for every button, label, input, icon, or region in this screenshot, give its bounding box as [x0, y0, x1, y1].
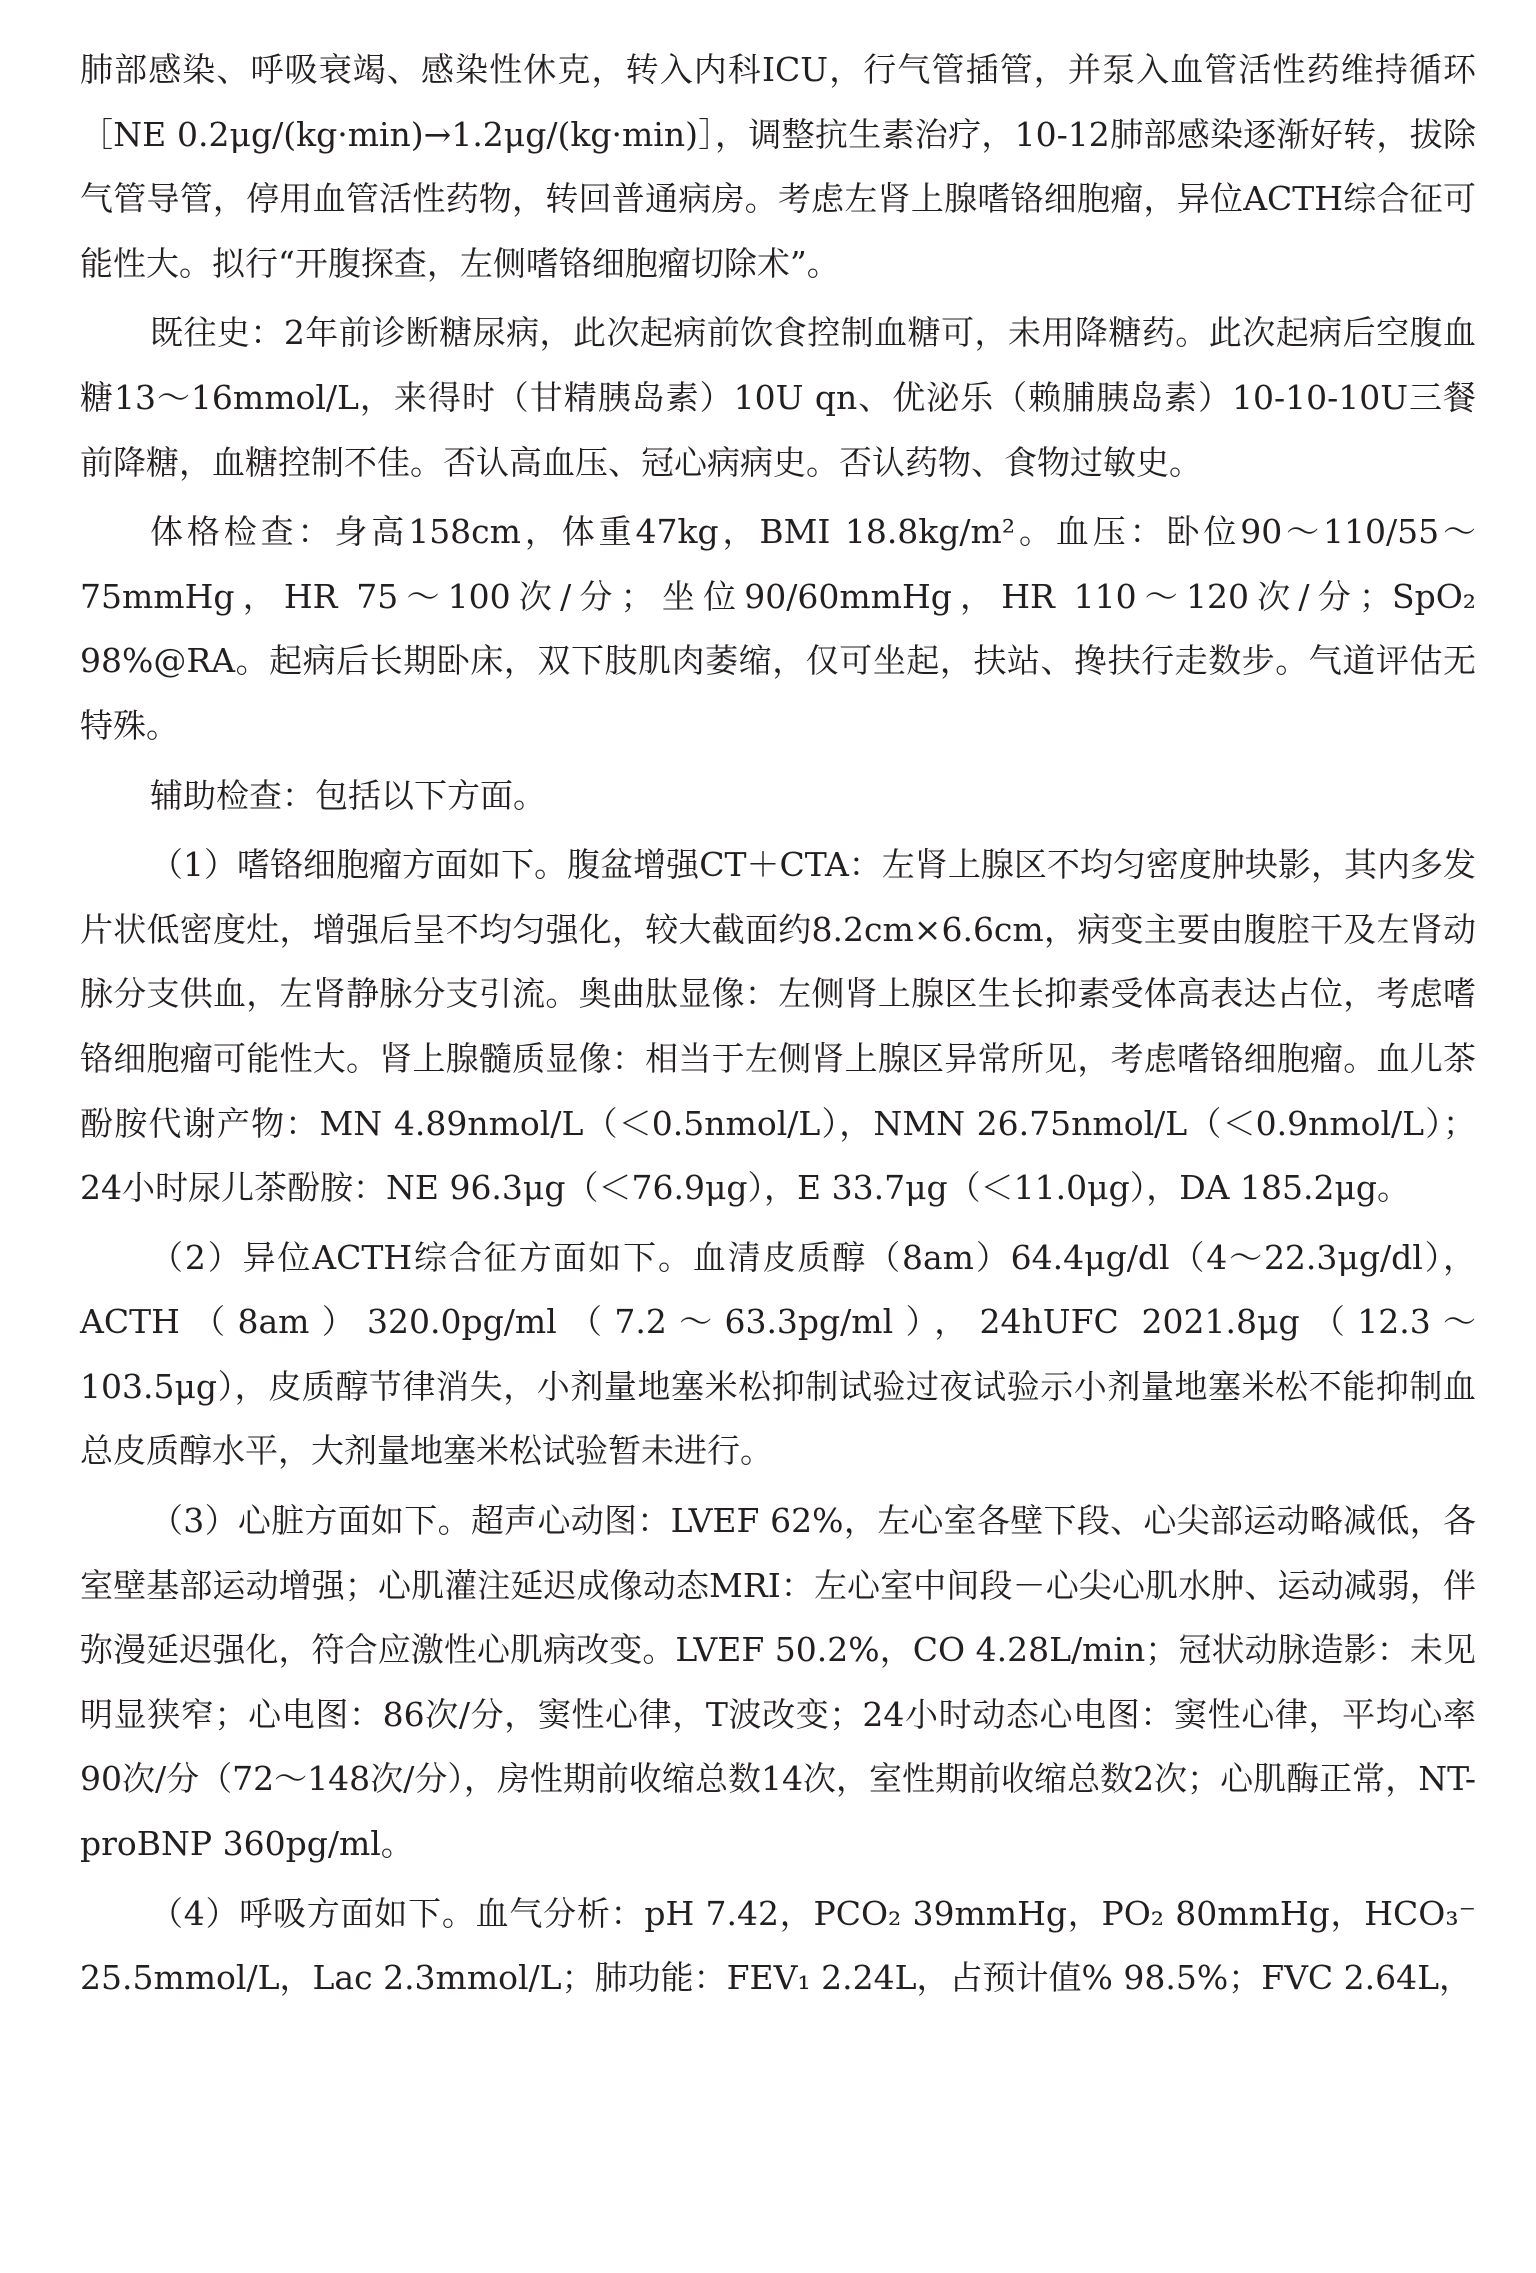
- paragraph-aux-exam-heading: 辅助检查：包括以下方面。: [150, 775, 546, 815]
- paragraph-physical-exam: 体格检查：身高158cm，体重47kg，BMI 18.8kg/m²。血压：卧位90～110/55～75mmHg，HR 75～100次/分；坐位90/60mmHg，HR 110～120次/分；SpO₂ 98%@RA。起病后长期卧床，双下肢肌肉萎缩，仅可坐起，扶站、搀扶行走数步。气道评估无特殊。: [80, 512, 1476, 745]
- paragraph-ectopic-acth: （2）异位ACTH综合征方面如下。血清皮质醇（8am）64.4μg/dl（4～22.3μg/dl），ACTH（8am）320.0pg/ml（7.2～63.3pg/ml），24hUFC 2021.8μg（12.3～103.5μg），皮质醇节律消失，小剂量地塞米松抑制试验过夜试验示小剂量地塞米松不能抑制血总皮质醇水平，大剂量地塞米松试验暂未进行。: [80, 1237, 1476, 1471]
- paragraph-pheochromocytoma: （1）嗜铬细胞瘤方面如下。腹盆增强CT＋CTA：左肾上腺区不均匀密度肿块影，其内多发片状低密度灶，增强后呈不均匀强化，较大截面约8.2cm×6.6cm，病变主要由腹腔干及左肾动脉分支供血，左肾静脉分支引流。奥曲肽显像：左侧肾上腺区生长抑素受体高表达占位，考虑嗜铬细胞瘤可能性大。肾上腺髓质显像：相当于左侧肾上腺区异常所见，考虑嗜铬细胞瘤。血儿茶酚胺代谢产物：MN 4.89nmol/L（＜0.5nmol/L），NMN 26.75nmol/L（＜0.9nmol/L）；24小时尿儿茶酚胺：NE 96.3μg（＜76.9μg），E 33.7μg（＜11.0μg），DA 185.2μg。: [80, 845, 1476, 1208]
- paragraph-cardiac: （3）心脏方面如下。超声心动图：LVEF 62%，左心室各壁下段、心尖部运动略减低，各室壁基部运动增强；心肌灌注延迟成像动态MRI：左心室中间段－心尖心肌水肿、运动减弱，伴弥漫延迟强化，符合应激性心肌病改变。LVEF 50.2%，CO 4.28L/min；冠状动脉造影：未见明显狭窄；心电图：86次/分，窦性心律，T波改变；24小时动态心电图：窦性心律，平均心率90次/分（72～148次/分），房性期前收缩总数14次，室性期前收缩总数2次；心肌酶正常，NT-proBNP 360pg/ml。: [80, 1501, 1476, 1864]
- paragraph-icu-course: 肺部感染、呼吸衰竭、感染性休克，转入内科ICU，行气管插管，并泵入血管活性药维持循环［NE 0.2μg/(kg·min)→1.2μg/(kg·min)］，调整抗生素治疗，10-12肺部感染逐渐好转，拔除气管导管，停用血管活性药物，转回普通病房。考虑左肾上腺嗜铬细胞瘤，异位ACTH综合征可能性大。拟行“开腹探查，左侧嗜铬细胞瘤切除术”。: [80, 50, 1476, 283]
- paragraph-past-history: 既往史：2年前诊断糖尿病，此次起病前饮食控制血糖可，未用降糖药。此次起病后空腹血糖13～16mmol/L，来得时（甘精胰岛素）10U qn、优泌乐（赖脯胰岛素）10-10-10U三餐前降糖，血糖控制不佳。否认高血压、冠心病病史。否认药物、食物过敏史。: [80, 313, 1476, 482]
- paragraph-respiratory: （4）呼吸方面如下。血气分析：pH 7.42，PCO₂ 39mmHg，PO₂ 80mmHg，HCO₃⁻ 25.5mmol/L，Lac 2.3mmol/L；肺功能：FEV₁ 2.24L，占预计值% 98.5%；FVC 2.64L，: [80, 1893, 1476, 1998]
- document-body: [80, 38, 1476, 2011]
